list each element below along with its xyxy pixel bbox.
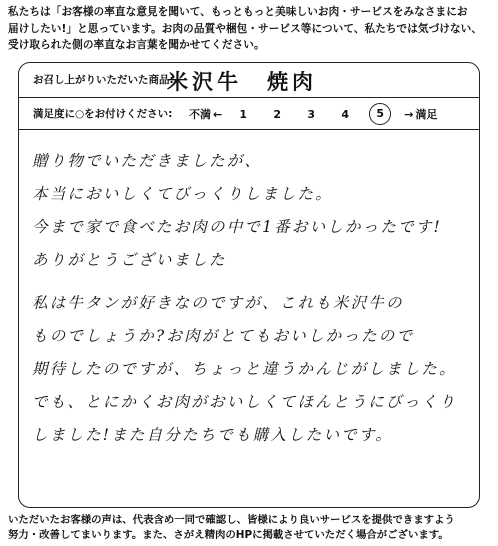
arrow-right-icon: → <box>404 107 414 121</box>
scale-low-label: 不満 <box>189 108 211 121</box>
rating-scale <box>189 104 437 124</box>
comment-line: でも、とにかくお肉がおいしくてほんとうにびっくり <box>32 393 457 411</box>
comment-line: 本当においしくてびっくりしました。 <box>32 185 333 203</box>
rating-row <box>19 97 479 130</box>
footer-line: いただいたお客様の声は、代表含め一同で確認し、皆様により良いサービスを提供できますよう <box>8 514 455 526</box>
rating-label: 満足度に○をお付けください: <box>33 108 173 120</box>
comment-line: ものでしょうか?お肉がとてもおいしかったので <box>32 327 415 345</box>
handwritten-comment <box>32 145 482 452</box>
intro-line: 届けしたい!」と思っています。お肉の品質や梱包・サービス等について、私たちでは気づけない、 <box>8 22 483 35</box>
rating-option-4: 4 <box>341 107 350 121</box>
comment-line: ありがとうございました <box>32 251 227 269</box>
scale-high-label: 満足 <box>415 108 438 121</box>
comment-line: 私は牛タンが好きなのですが、これも米沢牛の <box>32 294 404 312</box>
intro-text <box>8 4 492 54</box>
intro-line: 受け取られた側の率直なお言葉を聞かせてください。 <box>8 39 265 51</box>
comment-line: 贈り物でいただきましたが、 <box>32 152 263 170</box>
arrow-left-icon: ← <box>213 107 223 121</box>
rating-option-5-selected: 5 <box>369 103 391 125</box>
rating-option-2: 2 <box>273 107 282 121</box>
intro-line: 私たちは「お客様の率直な意見を聞いて、もっともっと美味しいお肉・サービスをみなさまにお <box>8 6 468 18</box>
comment-line: 今まで家で食べたお肉の中で1番おいしかったです! <box>32 218 442 236</box>
paragraph-gap <box>32 277 482 287</box>
product-value: 米沢牛 焼肉 <box>167 69 317 94</box>
comment-line: しました!また自分たちでも購入したいです。 <box>32 426 394 444</box>
footer-line: 努力・改善してまいります。また、さがえ精肉のHPに掲載させていただく場合がございます。 <box>8 529 449 541</box>
rating-option-3: 3 <box>307 107 316 121</box>
product-row <box>19 63 479 98</box>
footer-text <box>8 513 492 543</box>
comment-line: 期待したのですが、ちょっと違うかんじがしました。 <box>32 360 457 378</box>
product-label: お召し上がりいただいた商品: <box>33 74 174 86</box>
rating-option-1: 1 <box>239 107 248 121</box>
